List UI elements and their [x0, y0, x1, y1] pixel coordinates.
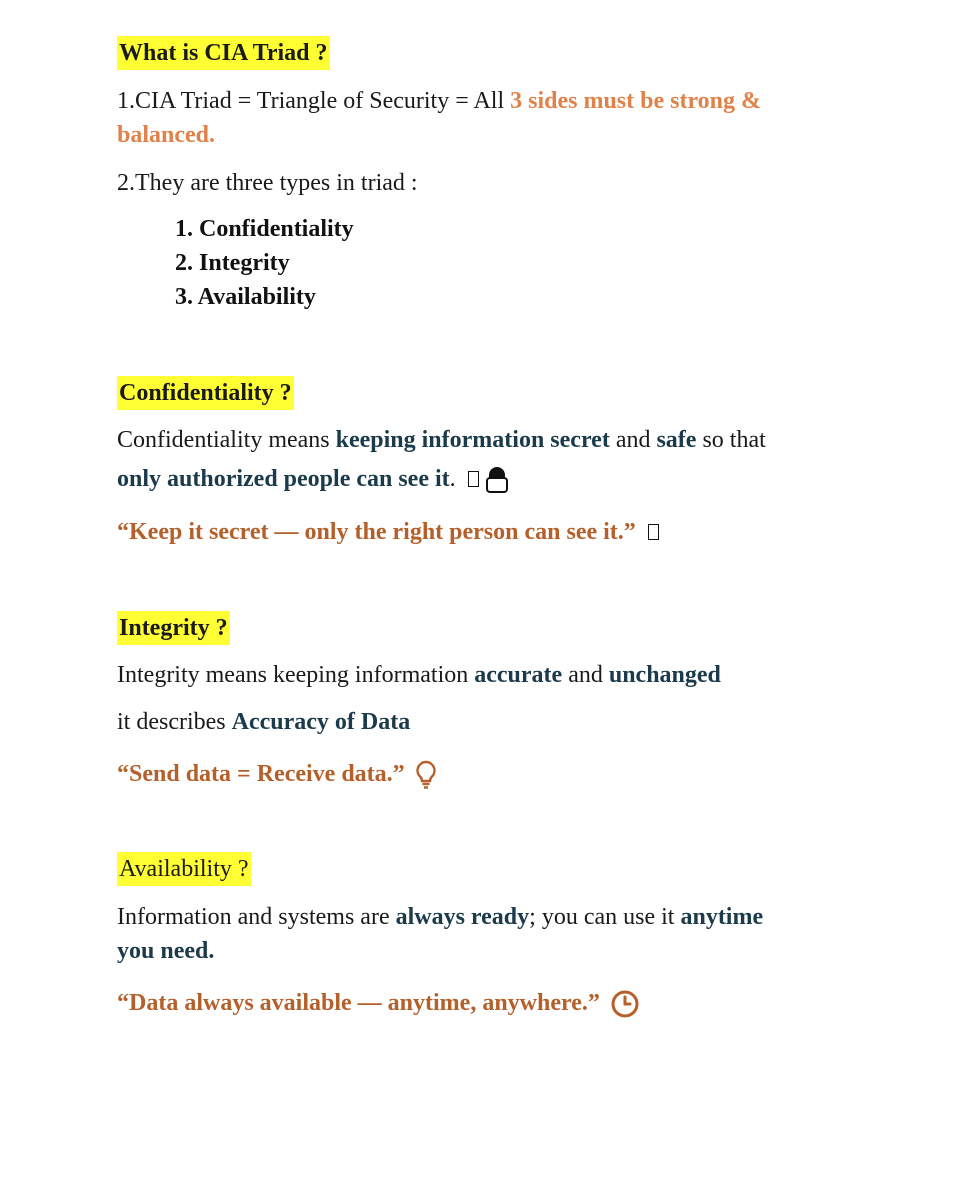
integrity-bold: unchanged — [608, 662, 721, 688]
availability-quote: “Data always available — anytime, anywhere.” — [117, 990, 600, 1016]
availability-bold: anytime — [680, 904, 764, 930]
confidentiality-bold: safe — [656, 427, 697, 453]
cia-heading: What is CIA Triad ? — [117, 36, 330, 70]
list-item: 3. Availability — [175, 284, 316, 310]
confidentiality-text: so that — [696, 427, 766, 453]
integrity-text: and — [562, 662, 609, 688]
integrity-text: it describes — [117, 709, 232, 735]
confidentiality-line-2 — [117, 462, 821, 496]
lock-icon — [485, 466, 509, 494]
confidentiality-bold: keeping information secret — [335, 427, 610, 453]
availability-heading: Availability ? — [117, 852, 251, 886]
confidentiality-heading-line — [117, 376, 821, 410]
availability-text: Information and systems are — [117, 904, 396, 930]
point-1-highlight: 3 sides must be strong & balanced. — [117, 88, 762, 148]
availability-line-2 — [117, 934, 821, 968]
confidentiality-text: . — [449, 466, 456, 492]
point-1 — [117, 84, 811, 152]
point-2 — [117, 166, 821, 200]
availability-bold: always ready — [395, 904, 530, 930]
missing-glyph-icon — [648, 524, 659, 540]
integrity-line-2 — [117, 705, 821, 739]
confidentiality-quote-line — [117, 515, 821, 549]
integrity-text: Integrity means keeping information — [117, 662, 475, 688]
availability-heading-line — [117, 852, 821, 886]
integrity-quote-line — [117, 757, 821, 791]
integrity-heading: Integrity ? — [117, 611, 230, 645]
cia-heading-line — [117, 36, 821, 70]
confidentiality-line-1 — [117, 423, 821, 457]
confidentiality-heading: Confidentiality ? — [117, 376, 294, 410]
integrity-quote: “Send data = Receive data.” — [117, 761, 405, 787]
confidentiality-text: and — [609, 427, 657, 453]
point-1-text: 1.CIA Triad = Triangle of Security = All — [117, 88, 511, 114]
availability-line-1 — [117, 900, 821, 934]
integrity-line-1 — [117, 658, 821, 692]
integrity-bold: Accuracy of Data — [231, 709, 411, 735]
types-list — [175, 212, 354, 314]
confidentiality-bold: only authorized people can see it — [117, 466, 450, 492]
list-item: 1. Confidentiality — [175, 216, 354, 242]
integrity-bold: accurate — [474, 662, 563, 688]
confidentiality-text: Confidentiality means — [117, 427, 336, 453]
confidentiality-quote: “Keep it secret — only the right person can see it.” — [117, 519, 636, 545]
integrity-heading-line — [117, 611, 821, 645]
availability-bold: you need. — [117, 938, 215, 964]
clock-icon — [610, 989, 640, 1019]
lightbulb-icon — [415, 760, 437, 790]
availability-text: ; you can use it — [529, 904, 681, 930]
availability-quote-line — [117, 986, 821, 1020]
list-item: 2. Integrity — [175, 250, 290, 276]
missing-glyph-icon — [468, 471, 479, 487]
point-2-text: 2.They are three types in triad : — [117, 170, 418, 196]
